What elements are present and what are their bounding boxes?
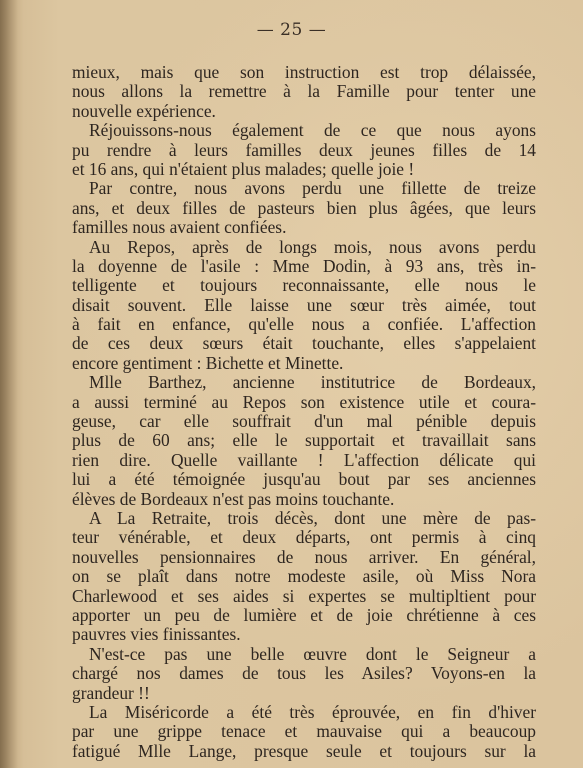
text-line: nouvelle expérience. [72, 100, 216, 121]
text-line: mieux, mais que son instruction est trop délaissée, [72, 62, 536, 82]
text-line: de ces deux sœurs était touchante, elles s'appelaient [72, 333, 536, 354]
text-line: telligente et toujours reconnaissante, elle nous le [72, 275, 536, 296]
text-line: lui a été témoignée jusqu'au bout par ses anciennes [72, 469, 536, 490]
text-line: encore gentiment : Bichette et Minette. [72, 352, 344, 373]
text-line: nouvelles pensionnaires de nous arriver. En général, [72, 546, 536, 567]
text-line: rien dire. Quelle vaillante ! L'affection délicate qui [72, 449, 536, 470]
text-line: on se plaît dans notre modeste asile, où Miss Nora [72, 566, 536, 587]
text-line: familles nous avaient confiées. [72, 217, 287, 238]
text-line: a aussi terminé au Repos son existence utile et coura- [72, 391, 536, 412]
text-line: geuse, car elle souffrait d'un mal pénible depuis [72, 411, 536, 432]
body-text [72, 63, 536, 761]
binding-gutter-shadow [0, 0, 18, 768]
text-line: N'est-ce pas une belle œuvre dont le Seigneur a [89, 643, 536, 664]
page-number: — 25 — [256, 20, 327, 40]
text-line: nous allons la remettre à la Famille pour tenter une [72, 81, 536, 102]
text-line: Au Repos, après de longs mois, nous avons perdu [89, 236, 536, 257]
text-line: Par contre, nous avons perdu une fillette de treize [89, 178, 536, 199]
text-line: disait souvent. Elle laisse une sœur très aimée, tout [72, 294, 536, 315]
text-line: A La Retraite, trois décès, dont une mère de pas- [89, 507, 536, 528]
text-line: Réjouissons-nous également de ce que nous ayons [89, 120, 536, 141]
text-line: par une grippe tenace et mauvaise qui a beaucoup [72, 721, 536, 742]
text-line: grandeur !! [72, 682, 150, 703]
text-line: élèves de Bordeaux n'est pas moins touchante. [72, 488, 395, 509]
text-line: apporter un peu de lumière et de joie chrétienne à ces [72, 604, 536, 625]
text-line: ans, et deux filles de pasteurs bien plus âgées, que leurs [72, 197, 536, 218]
text-line: Charlewood et ses aides si expertes se multipltient pour [72, 585, 536, 606]
text-line: fatigué Mlle Lange, presque seule et toujours sur la [72, 740, 536, 761]
text-line: plus de 60 ans; elle le supportait et travaillait sans [72, 430, 536, 451]
text-line: pauvres vies finissantes. [72, 624, 241, 645]
text-line: Mlle Barthez, ancienne institutrice de Bordeaux, [89, 372, 536, 393]
text-line: La Miséricorde a été très éprouvée, en fin d'hiver [89, 701, 536, 722]
text-line: pu rendre à leurs familles deux jeunes filles de 14 [72, 139, 536, 160]
text-line: à fait en enfance, qu'elle nous a confiée. L'affection [72, 314, 536, 335]
text-line: et 16 ans, qui n'étaient plus malades; quelle joie ! [72, 158, 415, 179]
text-line: chargé nos dames de tous les Asiles? Voyons-en la [72, 663, 536, 684]
text-line: la doyenne de l'asile : Mme Dodin, à 93 ans, très in- [72, 255, 536, 276]
text-line: teur vénérable, et deux départs, ont permis à cinq [72, 527, 536, 548]
